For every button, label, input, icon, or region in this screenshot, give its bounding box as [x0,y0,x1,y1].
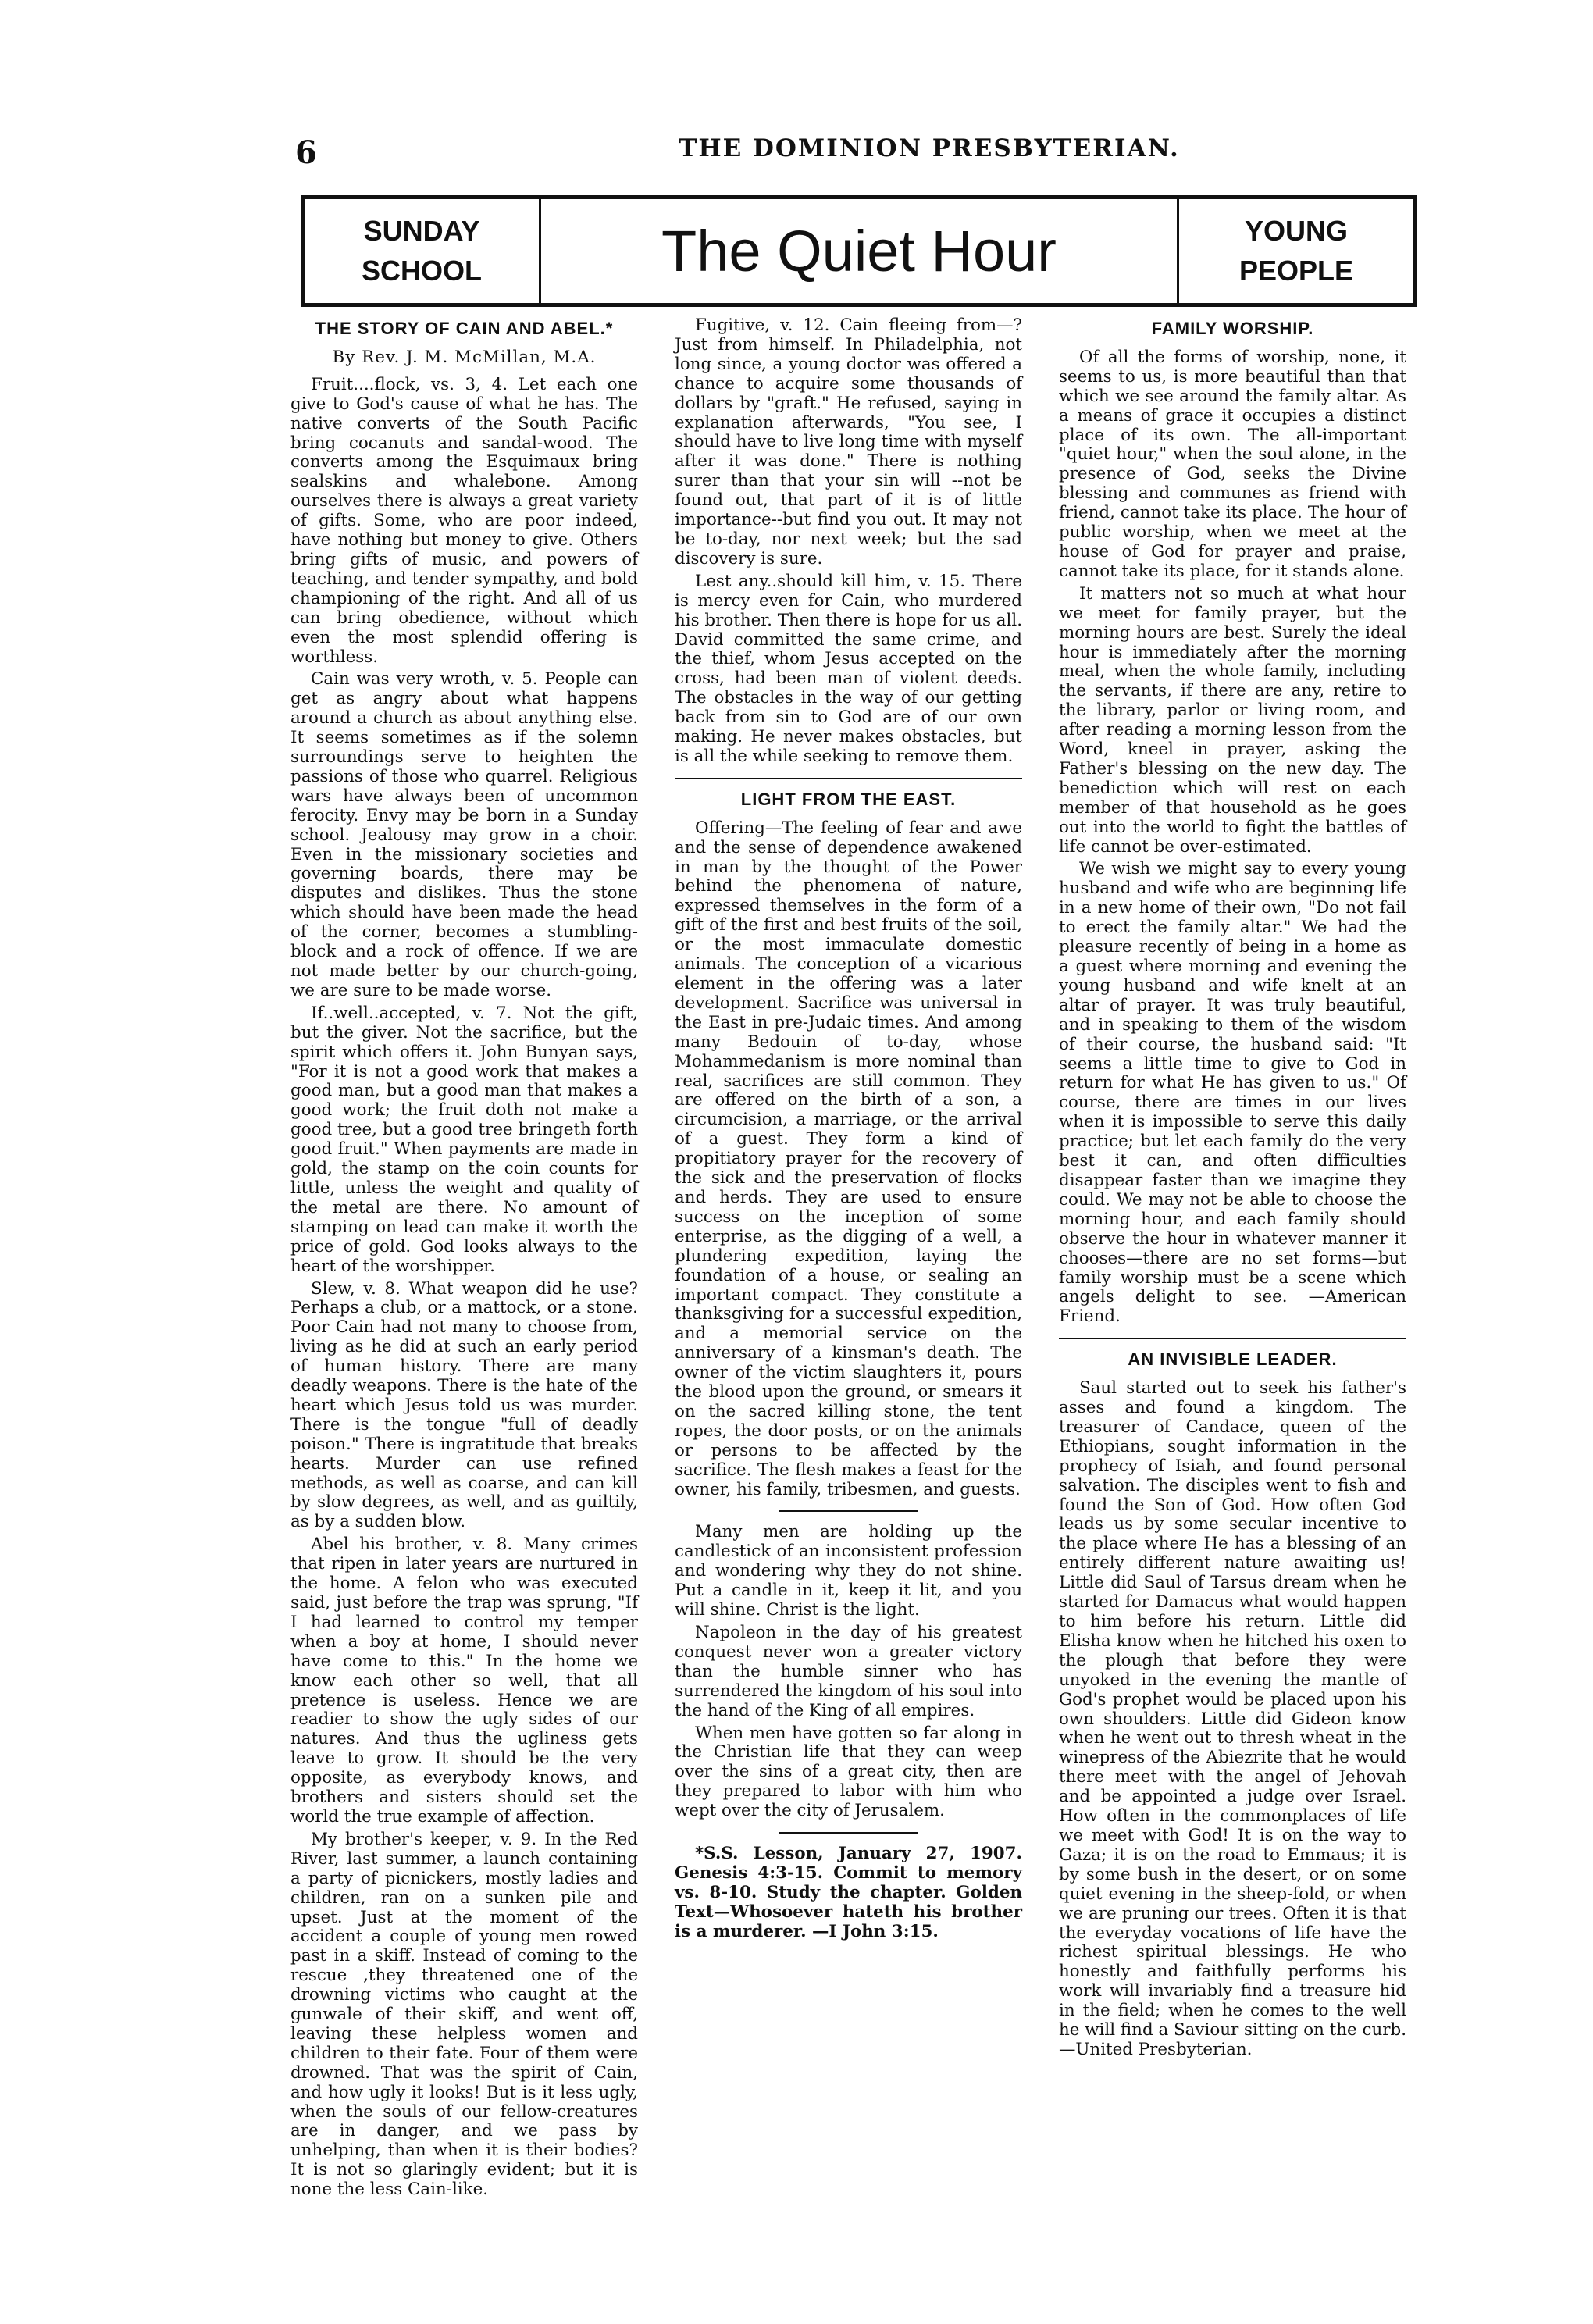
worship-article-title: FAMILY WORSHIP. [1151,319,1314,338]
masthead-right-line1: YOUNG [1244,215,1348,248]
light-paragraph-1: Offering—The feeling of fear and awe and the sense of dependence awakened in man by the thought of the Power behind the phenomena of nature, expressed themselves in the form of a gift of the first and best fruits of the soil, or the most immaculate domestic animals. The conception of a vicarious element in the offering was a later development. Sacrifice was universal in the East in pre-Judaic times. And among many Bedouin of to-day, whose Mohammedanism is more nominal than real, sacrifices are still common. They are offered on the birth of a son, a circumcision, a marriage, or the arrival of a guest. They form a kind of propitiatory prayer for the recovery of the sick and the preservation of flocks and herds. They are used to ensure success on the inception of some enterprise, as the digging of a well, a plundering expedition, laying the foundation of a house, or sealing an important compact. They constitute a thanksgiving for a successful expedition, and a memorial service on the anniversary of a kinsman's death. The owner of the victim slaughters it, pours the blood upon the ground, or smears it on the sacred killing stone, the tent ropes, the door posts, or on the animals or persons to be affected by the sacrifice. The flesh makes a feast for the owner, his family, tribesmen, and guests. [675,818,1022,1499]
column-3 [1059,316,1406,2063]
cain-article-byline: By Rev. J. M. McMillan, M.A. [332,347,597,367]
cain-paragraph-5: Abel his brother, v. 8. Many crimes that ripen in later years are nurtured in the home. A felon who was executed said, just before the trap was sprung, "If I had learned to control my temper when a boy at home, I should never have come to this." In the home we know each other so well, that all pretence is useless. Hence we are readier to show the ugly sides of our natures. And thus the ugliness gets leave to grow. It should be the very opposite, as everybody knows, and brothers and sisters should set the world the true example of affection. [290,1534,638,1827]
cain-paragraph-1: Fruit....flock, vs. 3, 4. Let each one give to God's cause of what he has. The native converts of the South Pacific bring cocanuts and sandal-wood. The converts among the Esquimaux bring sealskins and whalebone. Among ourselves there is always a great variety of gifts. Some, who are poor indeed, have nothing but money to give. Others bring gifts of music, and powers of teaching, and tender sympathy, and bold championing of the right. And all of us can bring obedience, without which even the most splendid offering is worthless. [290,374,638,667]
leader-paragraph-1: Saul started out to seek his father's asses and found a kingdom. The treasurer of Candace, queen of the Ethiopians, sought information in the prophecy of Isiah, and found personal salvation. The disciples went to fish and found the Son of God. How often God leads us by some secular incentive to the place where He has a blessing of an entirely different nature awaiting us! Little did Saul of Tarsus dream when he started for Damacus what would happen to him before his return. Little did Elisha know when he hitched his oxen to the plough that before they were unyoked in the evening the mantle of God's prophet would be placed upon his own shoulders. Little did Gideon know when he went out to thresh wheat in the winepress of the Abiezrite that he would there meet with the angel of Jehovah and be appointed a judge over Israel. How often in the commonplaces of life we meet with God! It is on the way to Gaza; it is on the road to Emmaus; it is by some bush in the desert, or on some quiet evening in the sheep-fold, or when we are pruning our trees. Often it is that the everyday vocations of life have the richest spiritual blessings. He who honestly and faithfully performs his work will invariably find a treasure hid in the field; when he comes to the well he will find a Saviour sitting on the curb.—United Presbyterian. [1059,1378,1406,2059]
cain-footnote: *S.S. Lesson, January 27, 1907. Genesis 4:3-15. Commit to memory vs. 8-10. Study the chapter. Golden Text—Whosoever hateth his brother is a murderer. —I John 3:15. [675,1844,1022,1941]
candle-paragraph-3: When men have gotten so far along in the Christian life that they can weep over the sins of a great city, then are they prepared to labor with him who wept over the city of Jerusalem. [675,1723,1022,1821]
section-divider [1059,1338,1406,1339]
cain-paragraph-4: Slew, v. 8. What weapon did he use? Perhaps a club, or a mattock, or a stone. Poor Cain had not many to choose from, living as he did at such an early period of human history. There are many deadly weapons. There is the hate of the heart which Jesus told us was murder. There is the tongue "full of deadly poison." There is ingratitude that breaks hearts. Murder can use refined methods, as well as coarse, and can kill by slow degrees, as well, and as guiltily, as by a sudden blow. [290,1278,638,1532]
masthead-title: The Quiet Hour [541,199,1179,303]
cain-article-title: THE STORY OF CAIN AND ABEL.* [315,319,614,338]
cain-paragraph-7: Fugitive, v. 12. Cain fleeing from—? Just from himself. In Philadelphia, not long since, a young doctor was offered a chance to acquire some thousands of dollars by "graft." He refused, saying in explanation afterwards, "You see, I should have to live long time with myself after it was done." There is nothing surer than that your sin will --not be found out, that part of it is of little importance--but find you out. It may not be to-day, nor next week; but the sad discovery is sure. [675,315,1022,569]
candle-paragraph-1: Many men are holding up the candlestick of an inconsistent profession and wondering why they do not shine. Put a candle in it, keep it lit, and you will shine. Christ is the light. [675,1522,1022,1620]
cain-paragraph-3: If..well..accepted, v. 7. Not the gift, but the giver. Not the sacrifice, but the spirit which offers it. John Bunyan says, "For it is not a good work that makes a good man, but a good man that makes a good work; the fruit doth not make a good tree, but a good tree bringeth forth good fruit." When payments are made in gold, the stamp on the coin counts for little, unless the weight and quality of the metal are there. No amount of stamping on lead can make it worth the price of gold. God looks always to the heart of the worshipper. [290,1003,638,1276]
publication-title: THE DOMINION PRESBYTERIAN. [679,134,1180,162]
light-article-title: LIGHT FROM THE EAST. [740,789,957,809]
worship-paragraph-2: It matters not so much at what hour we meet for family prayer, but the morning hours are best. Surely the ideal hour is immediately after the morning meal, when the whole family, including the servants, if there are any, retire to the library, parlor or living room, and after reading a morning lesson from the Word, kneel in prayer, asking the Father's blessing on the new day. The benediction which will rest on each member of that household as he goes out into the world to fight the battles of life cannot be over-estimated. [1059,583,1406,857]
section-divider [779,1510,918,1512]
masthead-right-line2: PEOPLE [1238,254,1354,287]
worship-paragraph-3: We wish we might say to every young husband and wife who are beginning life in a new home of their own, "Do not fail to erect the family altar." We had the pleasure recently of being in a home as a guest where morning and evening the young husband and wife knelt at an altar of prayer. It was truly beautiful, and in speaking to them of the wisdom of their course, the husband said: "It seems a little time to give to God in return for what He has given to us." Of course, there are times in our lives when it is impossible to serve this daily practice; but let each family do the very best it can, and often difficulties disappear faster than we imagine they could. We may not be able to choose the morning hour, and each family should observe the hour in whatever manner it chooses—there are no set forms—but family worship must be a scene which angels delight to see. —American Friend. [1059,859,1406,1327]
section-divider [779,1832,918,1834]
masthead-sunday-school [305,199,541,303]
leader-article-title: AN INVISIBLE LEADER. [1128,1349,1338,1370]
section-divider [675,778,1022,779]
worship-paragraph-1: Of all the forms of worship, none, it seems to us, is more beautiful than that which we see around the family altar. As a means of grace it occupies a distinct place of its own. The all-important "quiet hour," when the soul alone, in the presence of God, seeks the Divine blessing and communes as friend with friend, cannot take its place. The hour of public worship, when we meet at the house of God for prayer and praise, cannot take its place, for it stands alone. [1059,347,1406,581]
candle-paragraph-2: Napoleon in the day of his greatest conquest never won a greater victory than the humble sinner who has surrendered the kingdom of his soul into the hand of the King of all empires. [675,1623,1022,1720]
masthead [301,195,1417,307]
column-1 [290,316,638,2203]
cain-paragraph-6: My brother's keeper, v. 9. In the Red River, last summer, a launch containing a party of picnickers, mostly ladies and children, ran on a sunken pile and upset. Just at the moment of the accident a couple of young men rowed past in a skiff. Instead of coming to the rescue ,they threatened one of the drowning victims who caught at the gunwale of their skiff, and went off, leaving these helpless women and children to their fate. Four of them were drowned. That was the spirit of Cain, and how ugly it looks! But is it less ugly, when the souls of our fellow-creatures are in danger, and we pass by unhelping, than when it is their bodies? It is not so glaringly evident; but it is none the less Cain-like. [290,1829,638,2200]
cain-paragraph-8: Lest any..should kill him, v. 15. There is mercy even for Cain, who murdered his brother. Then there is hope for us all. David committed the same crime, and the thief, whom Jesus accepted on the cross, had been man of violent deeds. The obstacles in the way of our getting back from sin to God are of our own making. He never makes obstacles, but is all the while seeking to remove them. [675,571,1022,766]
masthead-young-people [1179,199,1413,303]
masthead-left-line2: SCHOOL [361,254,482,287]
masthead-left-line1: SUNDAY [363,215,480,248]
column-2 [675,316,1022,1945]
cain-paragraph-2: Cain was very wroth, v. 5. People can get as angry about what happens around a church as about anything else. It seems sometimes as if the solemn surroundings serve to heighten the passions of those who quarrel. Religious wars have always been of uncommon ferocity. Envy may be born in a Sunday school. Jealousy may grow in a choir. Even in the missionary societies and governing boards, there may be disputes and dislikes. Thus the stone which should have been made the head of the corner, becomes a stumbling-block and a rock of offence. If we are not made better by our church-going, we are sure to be made worse. [290,669,638,1000]
page-number: 6 [295,134,317,171]
